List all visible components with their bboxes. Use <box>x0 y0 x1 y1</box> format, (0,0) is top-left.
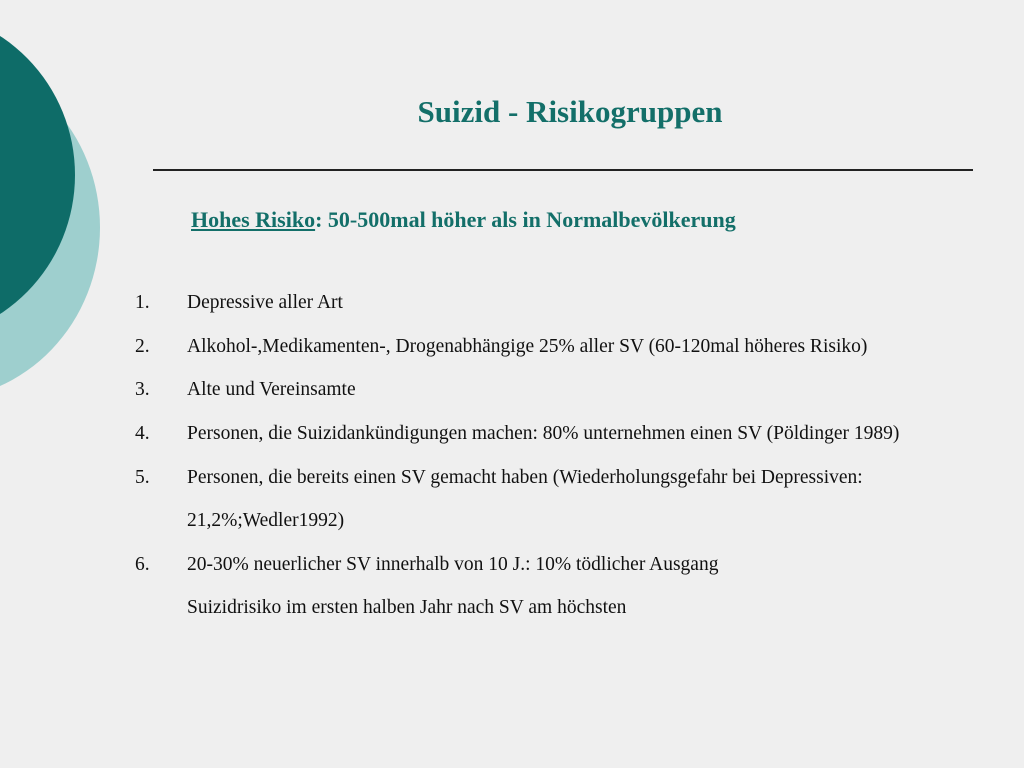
list-item-number: 3. <box>135 379 150 400</box>
list-item-text: Personen, die bereits einen SV gemacht haben (Wiederholungsgefahr bei Depressiven: <box>187 467 863 488</box>
list-item-number: 1. <box>135 292 150 313</box>
list-item-text: Alte und Vereinsamte <box>187 379 356 400</box>
list-item-number: 5. <box>135 467 150 488</box>
slide-subtitle <box>191 207 736 233</box>
list-item-number: 2. <box>135 336 150 357</box>
list-item-text: Suizidrisiko im ersten halben Jahr nach SV am höchsten <box>187 597 627 618</box>
slide-title: Suizid - Risikogruppen <box>417 94 723 129</box>
subtitle-label: Hohes Risiko <box>191 207 316 232</box>
list-item-text: Personen, die Suizidankündigungen machen: 80% unternehmen einen SV (Pöldinger 1989) <box>187 423 900 444</box>
title-divider <box>153 169 973 171</box>
subtitle-text: : 50-500mal höher als in Normalbevölkerung <box>315 207 736 232</box>
list-item-number: 4. <box>135 423 150 444</box>
list-item-text: Depressive aller Art <box>187 292 343 313</box>
list-item-text: Alkohol-,Medikamenten-, Drogenabhängige 25% aller SV (60-120mal höheres Risiko) <box>187 336 868 357</box>
list-item-text: 21,2%;Wedler1992) <box>187 510 345 531</box>
list-item-text: 20-30% neuerlicher SV innerhalb von 10 J.: 10% tödlicher Ausgang <box>187 554 719 575</box>
list-item-number: 6. <box>135 554 150 575</box>
